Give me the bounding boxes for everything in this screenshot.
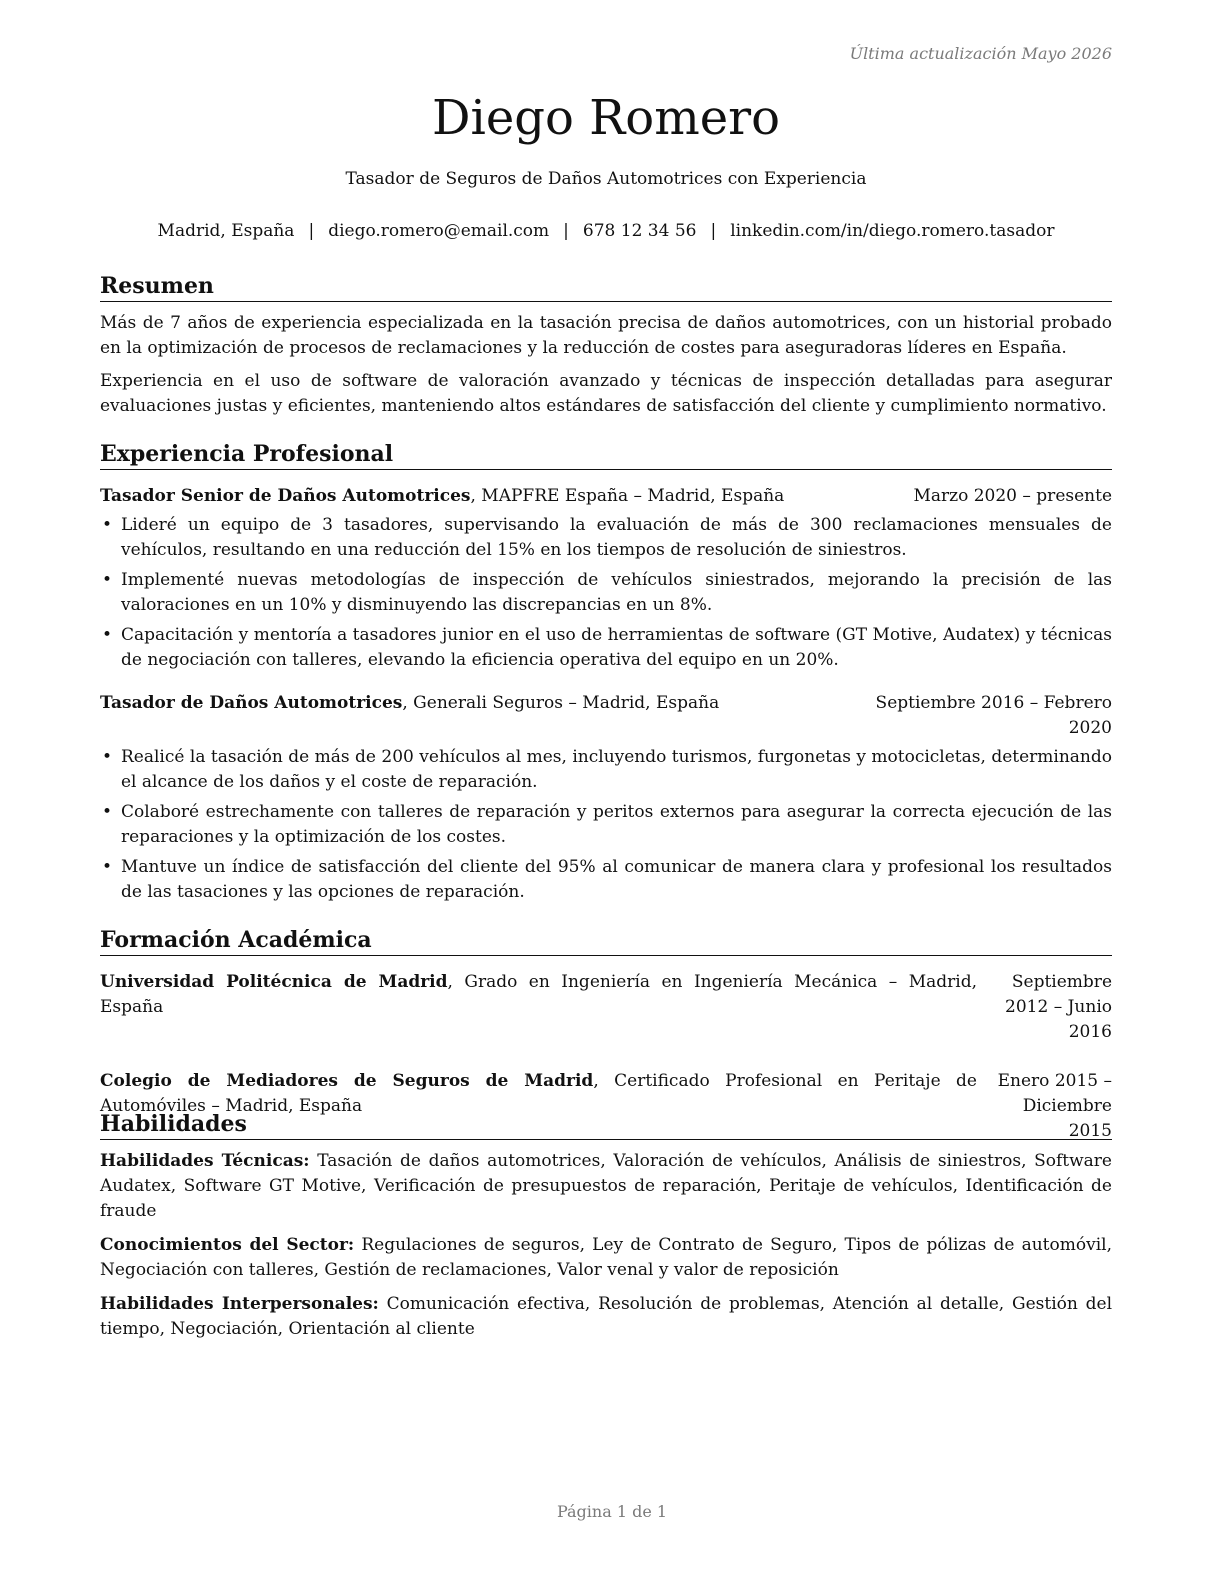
- bullet-text: Colaboré estrechamente con talleres de reparación y peritos externos para asegurar la correcta ejecución de las reparaciones y la optimización de los costes.: [121, 802, 1112, 847]
- last-updated: Última actualización Mayo 2026: [849, 44, 1112, 63]
- job-header: [100, 691, 1112, 741]
- list-item: [100, 513, 1112, 563]
- job-company: , Generali Seguros – Madrid, España: [402, 693, 720, 713]
- list-item: [100, 800, 1112, 850]
- education-detail-line: [100, 970, 977, 1020]
- bullet-text: Mantuve un índice de satisfacción del cliente del 95% al comunicar de manera clara y profesional los resultados de las tasaciones y las opciones de reparación.: [121, 857, 1112, 902]
- contact-separator: |: [308, 221, 315, 241]
- skill-group: [100, 1233, 1112, 1283]
- education-institution: Colegio de Mediadores de Seguros de Madrid: [100, 1071, 594, 1091]
- skills-section: [100, 1110, 1112, 1342]
- list-item: [100, 745, 1112, 795]
- page-number: Página 1 de 1: [556, 1502, 668, 1521]
- skill-text: Comunicación efectiva, Resolución de problemas, Atención al detalle, Gestión del tiempo, Negociación, Orientación al cliente: [100, 1294, 1113, 1339]
- skill-label: Habilidades Interpersonales:: [100, 1294, 379, 1314]
- summary-paragraph: Más de 7 años de experiencia especializada en la tasación precisa de daños automotrices, con un historial probado en la optimización de procesos de reclamaciones y la reducción de costes para aseguradoras líderes en España.: [100, 313, 1112, 358]
- job-entry: [100, 691, 1112, 905]
- summary-paragraph: Experiencia en el uso de software de valoración avanzado y técnicas de inspección detalladas para asegurar evaluaciones justas y eficientes, manteniendo altos estándares de satisfacción del cliente y cumplimiento normativo.: [100, 371, 1112, 416]
- contact-phone: 678 12 34 56: [582, 221, 697, 241]
- bullet-text: Capacitación y mentoría a tasadores junior en el uso de herramientas de software (GT Motive, Audatex) y técnicas de negociación con talleres, elevando la eficiencia operativa del equipo en un 20%.: [121, 625, 1112, 670]
- job-bullets: [100, 513, 1112, 673]
- job-role: Tasador de Daños Automotrices: [100, 693, 403, 713]
- bullet-text: Realicé la tasación de más de 200 vehículos al mes, incluyendo turismos, furgonetas y motocicletas, determinando el alcance de los daños y el coste de reparación.: [121, 747, 1112, 792]
- contact-email[interactable]: diego.romero@email.com: [328, 221, 550, 241]
- education-dates: Enero 2015 – Diciembre 2015: [997, 1071, 1112, 1141]
- bullet-icon: •: [102, 570, 113, 590]
- section-heading: Experiencia Profesional: [100, 440, 1112, 470]
- list-item: [100, 623, 1112, 673]
- section-heading: Resumen: [100, 272, 1112, 302]
- skill-text: Regulaciones de seguros, Ley de Contrato de Seguro, Tipos de pólizas de automóvil, Negociación con talleres, Gestión de reclamaciones, Valor venal y valor de reposición: [100, 1235, 1112, 1280]
- contact-separator: |: [563, 221, 569, 241]
- section-heading: Formación Académica: [100, 926, 1112, 956]
- education-detail: , Certificado Profesional en Peritaje de Automóviles – Madrid, España: [100, 1071, 977, 1116]
- bullet-text: Implementé nuevas metodologías de inspección de vehículos siniestrados, mejorando la precisión de las valoraciones en un 10% y disminuyendo las discrepancias en un 8%.: [121, 570, 1112, 615]
- job-entry: [100, 484, 1112, 673]
- list-item: [100, 568, 1112, 618]
- skill-label: Conocimientos del Sector:: [100, 1235, 355, 1255]
- bullet-icon: •: [102, 515, 113, 535]
- job-company: , MAPFRE España – Madrid, España: [470, 486, 785, 506]
- job-bullets: [100, 745, 1112, 905]
- bullet-icon: •: [102, 857, 113, 877]
- contact-location: Madrid, España: [157, 221, 295, 241]
- section-heading: Habilidades: [100, 1110, 1112, 1140]
- skill-group: [100, 1292, 1112, 1342]
- bullet-text: Lideré un equipo de 3 tasadores, supervisando la evaluación de más de 300 reclamaciones mensuales de vehículos, resultando en una reducción del 15% en los tiempos de resolución de siniestros.: [121, 515, 1112, 560]
- candidate-name: Diego Romero: [432, 90, 780, 146]
- skill-group: [100, 1149, 1112, 1224]
- candidate-title: Tasador de Seguros de Daños Automotrices con Experiencia: [345, 169, 867, 189]
- education-entry: [100, 970, 1112, 1045]
- bullet-icon: •: [102, 625, 113, 645]
- bullet-icon: •: [102, 747, 113, 767]
- job-dates: Septiembre 2016 – Febrero 2020: [875, 693, 1112, 738]
- education-detail: , Grado en Ingeniería en Ingeniería Mecánica – Madrid, España: [100, 972, 977, 1017]
- skill-text: Tasación de daños automotrices, Valoración de vehículos, Análisis de siniestros, Software Audatex, Software GT Motive, Verificación de presupuestos de reparación, Peritaje de vehículos, Identificación de fraude: [100, 1151, 1112, 1221]
- job-header: [100, 484, 1112, 509]
- job-dates: Marzo 2020 – presente: [913, 486, 1112, 506]
- list-item: [100, 855, 1112, 905]
- contact-linkedin[interactable]: linkedin.com/in/diego.romero.tasador: [730, 221, 1055, 241]
- bullet-icon: •: [102, 802, 113, 822]
- contact-separator: |: [710, 221, 717, 241]
- job-title-line: [100, 484, 913, 509]
- education-institution: Universidad Politécnica de Madrid: [100, 972, 448, 992]
- contact-line: [100, 218, 1112, 244]
- job-title-line: [100, 691, 872, 716]
- experience-section: [100, 440, 1112, 910]
- education-dates: Septiembre 2012 – Junio 2016: [1005, 972, 1112, 1042]
- skill-label: Habilidades Técnicas:: [100, 1151, 310, 1171]
- summary-section: [100, 272, 1112, 419]
- job-role: Tasador Senior de Daños Automotrices: [100, 486, 471, 506]
